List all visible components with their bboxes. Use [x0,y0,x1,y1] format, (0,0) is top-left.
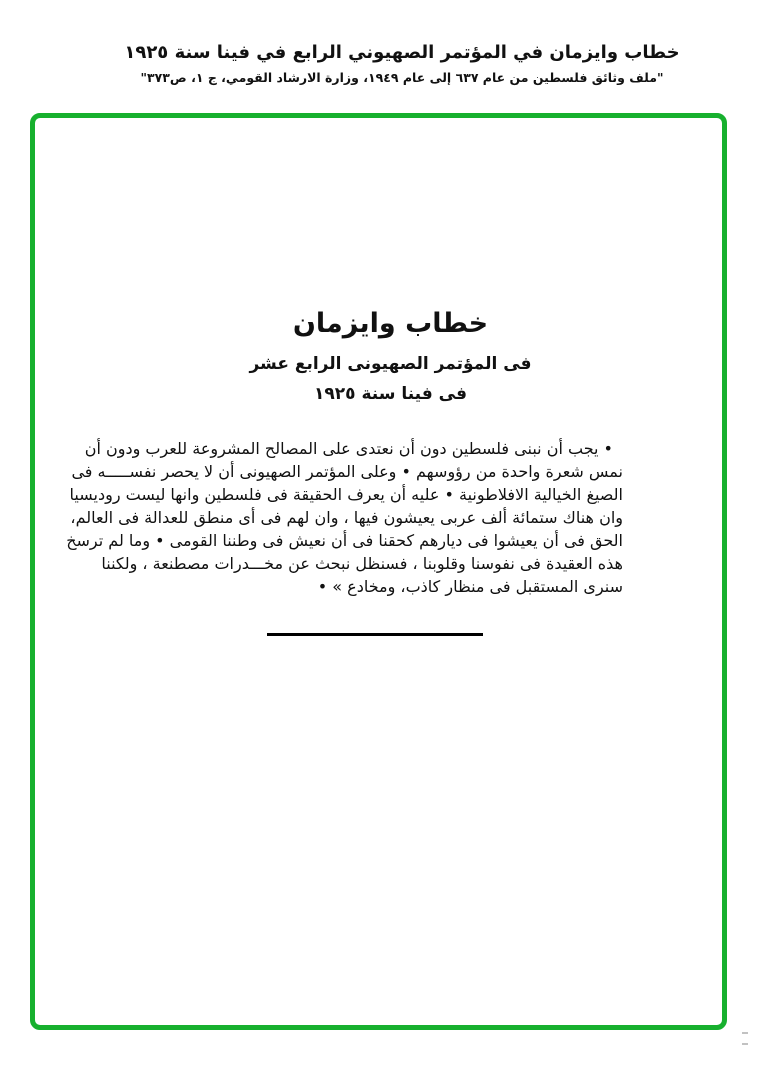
paragraph-line: وان هناك ستمائة ألف عربى يعيشون فيها ، وان لهم فى أى منطق للعدالة فى العالم، [70,508,623,527]
paragraph-line: هذه العقيدة فى نفوسنا وقلوبنا ، فسنظل نبحث عن مخـــدرات مصطنعة ، ولكننا [101,554,623,573]
paragraph-line: الصيغ الخيالية الافلاطونية • عليه أن يعرف الحقيقة فى فلسطين وانها ليست روديسيا [69,485,623,504]
body-paragraph [66,437,623,598]
document-title: خطاب وايزمان [292,308,489,339]
title-block [47,305,734,409]
paragraph-line: سنرى المستقبل فى منظار كاذب، ومخادع » • [317,577,623,596]
paragraph-line: نمس شعرة واحدة من رؤوسهم • وعلى المؤتمر الصهيونى أن لا يحصر نفســـــه فى [71,462,623,481]
paragraph-line: الحق فى أن يعيشوا فى ديارهم كحقنا فى أن نعيش فى وطننا القومى • وما لم ترسخ [66,531,623,550]
header-citation-title: خطاب وايزمان في المؤتمر الصهيوني الرابع في فينا سنة ١٩٢٥ [124,42,680,63]
scan-artifact [742,1032,748,1034]
header-citation-source: "ملف وثائق فلسطين من عام ٦٣٧ إلى عام ١٩٤٩، وزارة الارشاد القومي، ج ١، ص٣٧٣" [140,70,664,85]
page-header [23,40,758,87]
scan-artifact [742,1043,748,1045]
document-subtitle-congress: فى المؤتمر الصهيونى الرابع عشر [249,354,532,374]
document-frame [30,113,727,1030]
paragraph-line: • يجب أن نبنى فلسطين دون أن نعتدى على المصالح المشروعة للعرب ودون أن [84,439,613,458]
document-subtitle-place-year: فى فينا سنة ١٩٢٥ [314,384,467,404]
divider-line [267,633,483,636]
